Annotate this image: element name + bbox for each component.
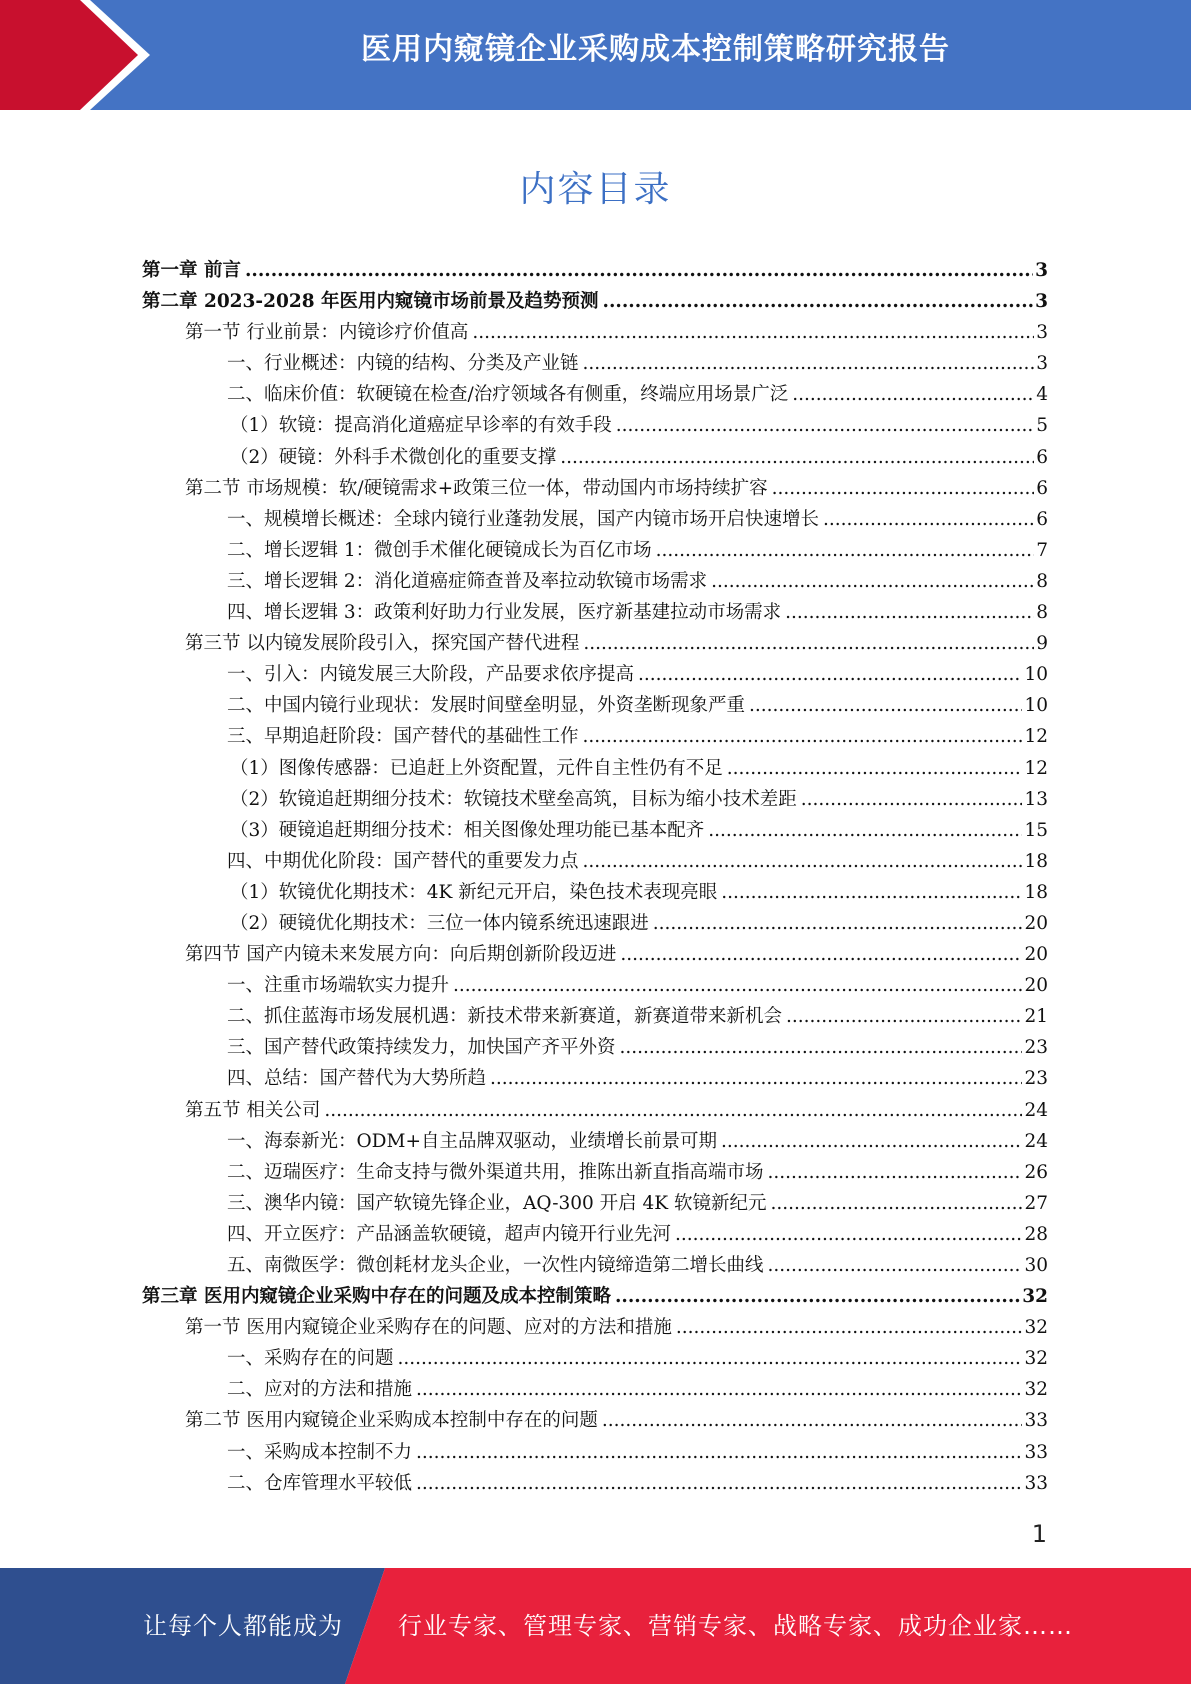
toc-entry[interactable] bbox=[142, 566, 1048, 597]
toc-entry-title: （2）硬镜优化期技术：三位一体内镜系统迅速跟进 bbox=[230, 912, 649, 934]
toc-entry[interactable] bbox=[142, 1188, 1048, 1219]
toc-entry-title: （1）软镜：提高消化道癌症早诊率的有效手段 bbox=[230, 415, 612, 437]
toc-entry-page: 33 bbox=[1024, 1441, 1048, 1463]
toc-entry[interactable] bbox=[142, 659, 1048, 690]
report-title: 医用内窥镜企业采购成本控制策略研究报告 bbox=[361, 32, 950, 67]
toc-dot-leader bbox=[638, 659, 1022, 690]
toc-entry-title: 第三节 以内镜发展阶段引入，探究国产替代进程 bbox=[185, 633, 580, 655]
toc-entry-title: （3）硬镜追赶期细分技术：相关图像处理功能已基本配齐 bbox=[230, 819, 705, 841]
toc-entry[interactable] bbox=[142, 846, 1048, 877]
toc-dot-leader bbox=[711, 566, 1034, 597]
toc-dot-leader bbox=[786, 1001, 1022, 1032]
toc-dot-leader bbox=[398, 1343, 1023, 1374]
toc-dot-leader bbox=[785, 597, 1034, 628]
header-arrow-decoration bbox=[0, 0, 150, 110]
toc-entry-title: 第一节 行业前景：内镜诊疗价值高 bbox=[185, 322, 469, 344]
toc-entry[interactable] bbox=[142, 1157, 1048, 1188]
toc-entry-title: 四、中期优化阶段：国产替代的重要发力点 bbox=[227, 850, 579, 872]
toc-dot-leader bbox=[792, 379, 1034, 410]
toc-entry[interactable] bbox=[142, 628, 1048, 659]
toc-entry-page: 32 bbox=[1022, 1286, 1048, 1308]
toc-dot-leader bbox=[416, 1374, 1022, 1405]
toc-dot-leader bbox=[676, 1312, 1023, 1343]
toc-entry[interactable] bbox=[142, 1063, 1048, 1094]
toc-dot-leader bbox=[656, 535, 1035, 566]
toc-entry-page: 33 bbox=[1024, 1472, 1048, 1494]
toc-dot-leader bbox=[490, 1063, 1022, 1094]
toc-dot-leader bbox=[583, 721, 1023, 752]
toc-entry-page: 7 bbox=[1036, 539, 1048, 561]
toc-entry-page: 3 bbox=[1035, 291, 1048, 313]
toc-entry-page: 6 bbox=[1036, 446, 1048, 468]
toc-entry-title: 二、增长逻辑 1：微创手术催化硬镜成长为百亿市场 bbox=[227, 539, 652, 561]
toc-entry[interactable] bbox=[142, 255, 1048, 286]
toc-entry-page: 3 bbox=[1035, 260, 1048, 281]
table-of-contents bbox=[142, 255, 1048, 1499]
toc-entry-title: 二、应对的方法和措施 bbox=[227, 1379, 413, 1401]
toc-entry-page: 26 bbox=[1024, 1161, 1048, 1183]
toc-dot-leader bbox=[721, 1126, 1023, 1157]
header-banner bbox=[0, 0, 1191, 110]
toc-entry-page: 24 bbox=[1024, 1099, 1048, 1121]
toc-entry-title: 一、行业概述：内镜的结构、分类及产业链 bbox=[227, 353, 579, 375]
toc-entry-page: 3 bbox=[1036, 322, 1048, 344]
toc-entry[interactable] bbox=[142, 1250, 1048, 1281]
toc-dot-leader bbox=[560, 442, 1034, 473]
toc-entry-page: 24 bbox=[1024, 1130, 1048, 1152]
toc-entry[interactable] bbox=[142, 1374, 1048, 1405]
toc-dot-leader bbox=[583, 348, 1035, 379]
toc-entry-title: 第二节 市场规模：软/硬镜需求+政策三位一体，带动国内市场持续扩容 bbox=[185, 477, 768, 499]
toc-entry[interactable] bbox=[142, 815, 1048, 846]
toc-entry-title: 一、采购成本控制不力 bbox=[227, 1441, 413, 1463]
toc-entry-title: 三、早期追赶阶段：国产替代的基础性工作 bbox=[227, 726, 579, 748]
toc-entry-page: 23 bbox=[1024, 1068, 1048, 1090]
toc-entry-page: 12 bbox=[1024, 726, 1048, 748]
toc-entry-title: 一、规模增长概述：全球内镜行业蓬勃发展，国产内镜市场开启快速增长 bbox=[227, 508, 820, 530]
toc-dot-leader bbox=[603, 286, 1034, 317]
toc-entry-page: 28 bbox=[1024, 1223, 1048, 1245]
toc-dot-leader bbox=[620, 1032, 1023, 1063]
toc-entry-page: 18 bbox=[1024, 881, 1048, 903]
toc-entry[interactable] bbox=[142, 1405, 1048, 1436]
toc-dot-leader bbox=[602, 1405, 1023, 1436]
toc-dot-leader bbox=[583, 628, 1034, 659]
toc-entry-title: （2）硬镜：外科手术微创化的重要支撑 bbox=[230, 446, 557, 468]
toc-dot-leader bbox=[453, 970, 1022, 1001]
toc-entry-page: 18 bbox=[1024, 850, 1048, 872]
toc-entry-title: 三、国产替代政策持续发力，加快国产齐平外资 bbox=[227, 1037, 616, 1059]
toc-entry-title: 四、总结：国产替代为大势所趋 bbox=[227, 1068, 487, 1090]
toc-dot-leader bbox=[675, 1219, 1022, 1250]
toc-entry[interactable] bbox=[142, 1001, 1048, 1032]
toc-entry-page: 30 bbox=[1024, 1255, 1048, 1276]
toc-dot-leader bbox=[721, 877, 1022, 908]
toc-entry[interactable] bbox=[142, 1281, 1048, 1312]
toc-entry-page: 6 bbox=[1036, 508, 1048, 530]
toc-entry-page: 4 bbox=[1036, 384, 1048, 406]
toc-entry-page: 20 bbox=[1024, 912, 1048, 934]
toc-dot-leader bbox=[771, 1188, 1023, 1219]
toc-entry[interactable] bbox=[142, 970, 1048, 1001]
toc-dot-leader bbox=[708, 815, 1022, 846]
toc-dot-leader bbox=[583, 846, 1023, 877]
toc-dot-leader bbox=[772, 473, 1035, 504]
toc-entry-page: 10 bbox=[1024, 695, 1048, 717]
toc-entry-page: 20 bbox=[1024, 944, 1048, 966]
toc-entry[interactable] bbox=[142, 1468, 1048, 1499]
toc-entry-page: 23 bbox=[1024, 1037, 1048, 1059]
toc-dot-leader bbox=[768, 1250, 1023, 1281]
toc-entry[interactable] bbox=[142, 908, 1048, 939]
toc-entry-title: 二、中国内镜行业现状：发展时间壁垒明显，外资垄断现象严重 bbox=[227, 695, 746, 717]
toc-entry[interactable] bbox=[142, 597, 1048, 628]
toc-entry-page: 12 bbox=[1024, 757, 1048, 779]
toc-entry[interactable] bbox=[142, 1343, 1048, 1374]
toc-entry-title: 第五节 相关公司 bbox=[185, 1099, 321, 1121]
toc-entry[interactable] bbox=[142, 1126, 1048, 1157]
toc-entry[interactable] bbox=[142, 1312, 1048, 1343]
toc-entry-title: （1）软镜优化期技术：4K 新纪元开启，染色技术表现亮眼 bbox=[230, 881, 718, 903]
toc-entry-title: 二、仓库管理水平较低 bbox=[227, 1472, 413, 1494]
toc-dot-leader bbox=[653, 908, 1023, 939]
toc-entry-page: 20 bbox=[1024, 975, 1048, 997]
toc-entry[interactable] bbox=[142, 442, 1048, 473]
toc-entry[interactable] bbox=[142, 939, 1048, 970]
toc-entry-title: 一、采购存在的问题 bbox=[227, 1348, 394, 1370]
toc-dot-leader bbox=[324, 1095, 1022, 1126]
toc-entry-page: 32 bbox=[1024, 1317, 1048, 1339]
toc-dot-leader bbox=[416, 1468, 1022, 1499]
toc-entry-title: 第一章 前言 bbox=[142, 260, 241, 281]
toc-entry[interactable] bbox=[142, 410, 1048, 441]
toc-entry[interactable] bbox=[142, 721, 1048, 752]
toc-entry-page: 9 bbox=[1036, 633, 1048, 655]
toc-dot-leader bbox=[768, 1157, 1023, 1188]
toc-entry-title: 三、澳华内镜：国产软镜先锋企业，AQ-300 开启 4K 软镜新纪元 bbox=[227, 1192, 767, 1214]
toc-entry-title: 二、临床价值：软硬镜在检查/治疗领域各有侧重，终端应用场景广泛 bbox=[227, 384, 789, 406]
toc-entry[interactable] bbox=[142, 877, 1048, 908]
toc-entry-title: 四、增长逻辑 3：政策利好助力行业发展，医疗新基建拉动市场需求 bbox=[227, 602, 782, 624]
toc-heading: 内容目录 bbox=[519, 169, 672, 210]
toc-entry[interactable] bbox=[142, 1095, 1048, 1126]
toc-entry[interactable] bbox=[142, 1437, 1048, 1468]
toc-dot-leader bbox=[801, 784, 1023, 815]
toc-entry-title: 第二章 2023-2028 年医用内窥镜市场前景及趋势预测 bbox=[142, 291, 599, 313]
toc-entry-page: 13 bbox=[1024, 788, 1048, 810]
toc-entry-page: 32 bbox=[1024, 1348, 1048, 1370]
toc-entry[interactable] bbox=[142, 1032, 1048, 1063]
toc-entry-title: （2）软镜追赶期细分技术：软镜技术壁垒高筑，目标为缩小技术差距 bbox=[230, 788, 797, 810]
toc-entry[interactable] bbox=[142, 535, 1048, 566]
toc-entry[interactable] bbox=[142, 286, 1048, 317]
toc-entry-title: 第四节 国产内镜未来发展方向：向后期创新阶段迈进 bbox=[185, 944, 617, 966]
toc-entry-page: 6 bbox=[1036, 477, 1048, 499]
toc-entry-page: 15 bbox=[1024, 819, 1048, 841]
toc-entry-page: 8 bbox=[1036, 570, 1048, 592]
toc-entry[interactable] bbox=[142, 379, 1048, 410]
toc-entry[interactable] bbox=[142, 784, 1048, 815]
toc-entry-title: 一、海泰新光：ODM+自主品牌双驱动，业绩增长前景可期 bbox=[227, 1130, 717, 1152]
toc-dot-leader bbox=[727, 753, 1023, 784]
toc-entry[interactable] bbox=[142, 504, 1048, 535]
footer-slogan-left: 让每个人都能成为 bbox=[143, 1612, 343, 1640]
toc-entry-title: 四、开立医疗：产品涵盖软硬镜，超声内镜开行业先河 bbox=[227, 1223, 672, 1245]
toc-entry-page: 27 bbox=[1024, 1192, 1048, 1214]
arrow-red-shape bbox=[0, 0, 138, 110]
toc-entry-title: 一、注重市场端软实力提升 bbox=[227, 975, 450, 997]
toc-entry-page: 21 bbox=[1024, 1006, 1048, 1028]
toc-entry-page: 5 bbox=[1036, 415, 1048, 437]
toc-entry[interactable] bbox=[142, 690, 1048, 721]
toc-entry-title: 第一节 医用内窥镜企业采购存在的问题、应对的方法和措施 bbox=[185, 1317, 672, 1339]
toc-entry-page: 10 bbox=[1024, 664, 1048, 686]
toc-entry-page: 8 bbox=[1036, 602, 1048, 624]
toc-entry-title: 五、南微医学：微创耗材龙头企业，一次性内镜缔造第二增长曲线 bbox=[227, 1255, 764, 1276]
toc-entry-title: （1）图像传感器：已追赶上外资配置，元件自主性仍有不足 bbox=[230, 757, 723, 779]
toc-entry[interactable] bbox=[142, 753, 1048, 784]
toc-entry[interactable] bbox=[142, 1219, 1048, 1250]
toc-entry-title: 一、引入：内镜发展三大阶段，产品要求依序提高 bbox=[227, 664, 635, 686]
toc-dot-leader bbox=[620, 939, 1022, 970]
toc-dot-leader bbox=[749, 690, 1022, 721]
toc-entry-title: 第三章 医用内窥镜企业采购中存在的问题及成本控制策略 bbox=[142, 1286, 611, 1308]
toc-entry-title: 二、抓住蓝海市场发展机遇：新技术带来新赛道，新赛道带来新机会 bbox=[227, 1006, 783, 1028]
toc-entry-title: 第二节 医用内窥镜企业采购成本控制中存在的问题 bbox=[185, 1410, 598, 1432]
toc-dot-leader bbox=[416, 1437, 1022, 1468]
toc-entry[interactable] bbox=[142, 317, 1048, 348]
toc-entry-page: 33 bbox=[1024, 1410, 1048, 1432]
toc-entry-title: 三、增长逻辑 2：消化道癌症筛查普及率拉动软镜市场需求 bbox=[227, 570, 708, 592]
toc-entry-title: 二、迈瑞医疗：生命支持与微外渠道共用，推陈出新直指高端市场 bbox=[227, 1161, 764, 1183]
footer-banner bbox=[0, 1568, 1191, 1684]
toc-dot-leader bbox=[472, 317, 1034, 348]
footer-slogan-right: 行业专家、管理专家、营销专家、战略专家、成功企业家…… bbox=[398, 1612, 1073, 1640]
page-number: 1 bbox=[1031, 1520, 1047, 1548]
toc-entry-page: 32 bbox=[1024, 1379, 1048, 1401]
toc-dot-leader bbox=[823, 504, 1034, 535]
toc-entry[interactable] bbox=[142, 473, 1048, 504]
toc-dot-leader bbox=[616, 410, 1034, 441]
toc-entry[interactable] bbox=[142, 348, 1048, 379]
toc-entry-page: 3 bbox=[1036, 353, 1048, 375]
toc-dot-leader bbox=[615, 1281, 1020, 1312]
toc-dot-leader bbox=[245, 255, 1033, 286]
